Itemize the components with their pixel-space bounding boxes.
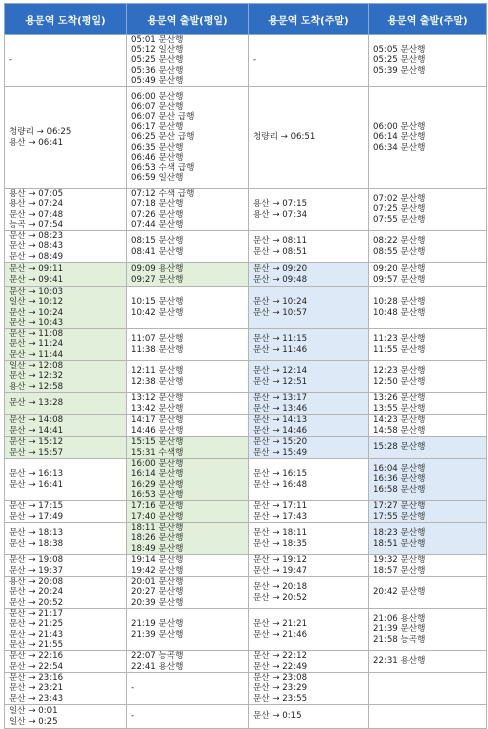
table-row	[5, 705, 487, 729]
cell-line: 문산 → 23:21	[9, 683, 64, 694]
cell-weekday-arrival	[5, 87, 127, 189]
cell-line: 07:55 문산행	[373, 214, 426, 225]
cell-line: 능곡 → 07:54	[9, 219, 64, 230]
cell-line: 14:58 문산행	[373, 425, 426, 436]
cell-line: 문산 → 11:44	[9, 349, 64, 360]
cell-line: 청량리 → 06:51	[253, 132, 316, 143]
cell-line: 06:53 수색 급행	[131, 163, 195, 174]
cell-weekday-arrival	[5, 651, 127, 673]
cell-weekend-departure	[369, 87, 487, 189]
cell-line: 용산 → 07:34	[253, 209, 308, 220]
table-row	[5, 555, 487, 577]
cell-line: 22:07 능곡행	[131, 651, 184, 662]
cell-line: 19:14 문산행	[131, 555, 184, 566]
cell-line: 문산 → 17:15	[9, 501, 64, 512]
cell-line: 20:39 문산행	[131, 597, 184, 608]
cell-line: 일산 → 0:25	[9, 716, 58, 727]
cell-line: 문산 → 20:52	[253, 592, 308, 603]
cell-line: 15:31 수색행	[131, 447, 184, 458]
cell-line: 문산 → 20:52	[9, 597, 64, 608]
cell-line: 10:15 문산행	[131, 297, 184, 308]
cell-line: 05:49 문산행	[131, 75, 184, 86]
cell-weekday-departure	[127, 459, 249, 501]
cell-line: 21:58 능곡행	[373, 634, 426, 645]
cell-line: 문산 → 17:49	[9, 511, 64, 522]
cell-line: -	[131, 711, 135, 722]
cell-line: 19:32 문산행	[373, 555, 426, 566]
cell-weekday-arrival	[5, 673, 127, 705]
cell-line: 16:00 문산행	[131, 459, 184, 470]
cell-line: 용산 → 07:24	[9, 199, 64, 210]
cell-line: 13:42 문산행	[131, 403, 184, 414]
cell-line: 08:41 문산행	[131, 246, 184, 257]
cell-weekday-departure	[127, 651, 249, 673]
cell-line: 문산 → 23:43	[9, 693, 64, 704]
cell-line: 16:58 문산행	[373, 484, 426, 495]
table-row	[5, 329, 487, 361]
cell-line: 문산 → 16:13	[9, 469, 64, 480]
cell-weekend-departure	[369, 231, 487, 263]
cell-line: 05:25 문산행	[131, 55, 184, 66]
cell-line: 06:46 문산행	[131, 152, 184, 163]
cell-weekend-arrival	[249, 459, 369, 501]
cell-line: 13:26 문산행	[373, 393, 426, 404]
cell-line: 문산 → 18:13	[9, 528, 64, 539]
table-row	[5, 189, 487, 231]
cell-line: 14:17 문산행	[131, 415, 184, 426]
cell-weekend-departure	[369, 415, 487, 437]
cell-line: 20:27 문산행	[131, 587, 184, 598]
cell-weekend-arrival	[249, 231, 369, 263]
cell-line: 문산 → 10:43	[9, 317, 64, 328]
table-row	[5, 577, 487, 609]
cell-line: 12:11 문산행	[131, 366, 184, 377]
cell-line: 05:39 문산행	[373, 65, 426, 76]
cell-line: 문산 → 14:08	[9, 415, 64, 426]
cell-weekend-departure	[369, 393, 487, 415]
table-row	[5, 523, 487, 555]
cell-line: 05:25 문산행	[373, 55, 426, 66]
cell-weekend-departure	[369, 523, 487, 555]
cell-line: 06:17 문산행	[131, 122, 184, 133]
cell-weekday-departure	[127, 287, 249, 329]
cell-line: 20:42 문산행	[373, 587, 426, 598]
cell-weekend-departure	[369, 459, 487, 501]
table-row	[5, 263, 487, 287]
cell-line: 22:41 용산행	[131, 661, 184, 672]
cell-line: 문산 → 13:17	[253, 393, 308, 404]
cell-weekend-arrival	[249, 329, 369, 361]
cell-line: 21:39 문산행	[131, 629, 184, 640]
table-row	[5, 501, 487, 523]
cell-line: 07:18 문산행	[131, 199, 184, 210]
cell-line: 05:01 문산행	[131, 35, 184, 45]
cell-weekend-arrival	[249, 609, 369, 651]
cell-weekday-arrival	[5, 361, 127, 393]
cell-line: 문산 → 18:11	[253, 528, 308, 539]
cell-line: 문산 → 22:16	[9, 651, 64, 662]
cell-weekday-arrival	[5, 609, 127, 651]
cell-line: 문산 → 21:55	[9, 639, 64, 650]
cell-line: 07:26 문산행	[131, 209, 184, 220]
cell-line: 문산 → 21:25	[9, 619, 64, 630]
cell-line: 문산 → 21:21	[253, 619, 308, 630]
cell-line: 08:15 문산행	[131, 236, 184, 247]
cell-line: -	[253, 55, 257, 66]
table-row	[5, 87, 487, 189]
cell-line: 문산 → 10:24	[253, 297, 308, 308]
cell-line: 문산 → 11:46	[253, 344, 308, 355]
cell-line: 09:09 용산행	[131, 264, 184, 275]
cell-line: 문산 → 09:41	[9, 274, 64, 285]
table-row	[5, 673, 487, 705]
cell-line: 문산 → 08:51	[253, 246, 308, 257]
cell-line: 문산 → 22:12	[253, 651, 308, 662]
cell-line: 21:06 용산행	[373, 614, 426, 625]
cell-line: 문산 → 21:46	[253, 629, 308, 640]
cell-line: 문산 → 08:49	[9, 251, 64, 262]
cell-line: 문산 → 15:57	[9, 447, 64, 458]
cell-line: 11:07 문산행	[131, 334, 184, 345]
cell-line: 17:40 문산행	[131, 511, 184, 522]
cell-line: 07:25 문산행	[373, 204, 426, 215]
cell-line: 문산 → 19:12	[253, 555, 308, 566]
cell-line: 20:01 문산행	[131, 577, 184, 588]
cell-weekday-arrival	[5, 415, 127, 437]
cell-line: 문산 → 09:20	[253, 264, 308, 275]
cell-line: 문산 → 22:49	[253, 661, 308, 672]
cell-line: 문산 → 19:08	[9, 555, 64, 566]
cell-weekday-departure	[127, 263, 249, 287]
cell-line: 06:00 문산행	[373, 122, 426, 133]
cell-line: 문산 → 20:24	[9, 587, 64, 598]
cell-line: 22:31 용산행	[373, 656, 426, 667]
cell-weekend-arrival	[249, 555, 369, 577]
cell-line: 07:44 문산행	[131, 219, 184, 230]
cell-line: 문산 → 11:15	[253, 334, 308, 345]
table-row	[5, 651, 487, 673]
cell-weekend-arrival	[249, 651, 369, 673]
cell-weekday-arrival	[5, 393, 127, 415]
cell-weekday-departure	[127, 523, 249, 555]
cell-line: 12:38 문산행	[131, 376, 184, 387]
cell-weekend-arrival	[249, 287, 369, 329]
cell-weekday-departure	[127, 501, 249, 523]
cell-line: 17:27 문산행	[373, 501, 426, 512]
cell-line: 18:23 문산행	[373, 528, 426, 539]
cell-weekday-arrival	[5, 35, 127, 87]
table-row	[5, 361, 487, 393]
cell-line: 문산 → 12:51	[253, 376, 308, 387]
cell-line: 문산 → 12:14	[253, 366, 308, 377]
cell-line: 문산 → 10:24	[9, 307, 64, 318]
table-row	[5, 287, 487, 329]
cell-weekend-departure	[369, 189, 487, 231]
cell-line: 17:16 문산행	[131, 501, 184, 512]
cell-weekend-arrival	[249, 263, 369, 287]
table-row	[5, 415, 487, 437]
cell-weekend-arrival	[249, 437, 369, 459]
cell-weekend-arrival	[249, 87, 369, 189]
cell-line: 문산 → 21:43	[9, 629, 64, 640]
cell-line: 문산 → 15:12	[9, 437, 64, 448]
header-weekday-departure: 용문역 출발(평일)	[127, 4, 249, 35]
cell-weekday-arrival	[5, 555, 127, 577]
cell-line: 문산 → 23:16	[9, 673, 64, 684]
cell-line: 용산 → 07:15	[253, 199, 308, 210]
cell-weekday-departure	[127, 35, 249, 87]
cell-line: 09:57 문산행	[373, 274, 426, 285]
cell-weekend-departure	[369, 705, 487, 729]
cell-line: 문산 → 11:08	[9, 329, 64, 340]
cell-weekend-departure	[369, 361, 487, 393]
cell-line: 06:35 문산행	[131, 142, 184, 153]
cell-weekend-arrival	[249, 673, 369, 705]
cell-weekday-departure	[127, 329, 249, 361]
cell-weekend-departure	[369, 673, 487, 705]
cell-line: 문산 → 20:18	[253, 582, 308, 593]
cell-line: 용산 → 20:08	[9, 577, 64, 588]
cell-line: 06:34 문산행	[373, 142, 426, 153]
cell-weekday-departure	[127, 415, 249, 437]
cell-line: 18:11 문산행	[131, 523, 184, 534]
cell-line: 21:39 문산행	[373, 624, 426, 635]
cell-line: 문산 → 13:46	[253, 403, 308, 414]
header-weekend-departure: 용문역 출발(주말)	[369, 4, 487, 35]
cell-line: 문산 → 10:03	[9, 287, 64, 298]
cell-weekday-arrival	[5, 189, 127, 231]
cell-line: 11:38 문산행	[131, 344, 184, 355]
cell-line: 문산 → 15:49	[253, 447, 308, 458]
cell-line: 14:23 문산행	[373, 415, 426, 426]
cell-weekday-arrival	[5, 459, 127, 501]
cell-line: -	[131, 683, 135, 694]
cell-line: 문산 → 15:20	[253, 437, 308, 448]
table-row	[5, 609, 487, 651]
cell-line: 일산 → 12:08	[9, 361, 64, 372]
cell-line: 13:55 문산행	[373, 403, 426, 414]
cell-line: 12:23 문산행	[373, 366, 426, 377]
cell-line: 08:55 문산행	[373, 246, 426, 257]
table-row	[5, 459, 487, 501]
cell-line: 문산 → 07:48	[9, 209, 64, 220]
cell-weekday-departure	[127, 393, 249, 415]
cell-weekday-arrival	[5, 705, 127, 729]
cell-line: 16:53 문산행	[131, 489, 184, 500]
cell-line: 문산 → 11:24	[9, 339, 64, 350]
cell-line: 18:57 문산행	[373, 565, 426, 576]
cell-line: -	[9, 55, 13, 66]
cell-line: 문산 → 23:55	[253, 693, 308, 704]
cell-weekend-departure	[369, 555, 487, 577]
header-row	[5, 4, 487, 35]
cell-weekday-arrival	[5, 501, 127, 523]
cell-weekday-departure	[127, 361, 249, 393]
cell-line: 문산 → 0:15	[253, 711, 302, 722]
cell-weekend-arrival	[249, 393, 369, 415]
cell-line: 18:51 문산행	[373, 538, 426, 549]
cell-weekend-arrival	[249, 361, 369, 393]
cell-line: 06:14 문산행	[373, 132, 426, 143]
cell-line: 13:12 문산행	[131, 393, 184, 404]
cell-line: 문산 → 21:17	[9, 609, 64, 620]
cell-line: 06:00 문산행	[131, 91, 184, 102]
cell-line: 문산 → 14:41	[9, 425, 64, 436]
cell-line: 19:42 문산행	[131, 565, 184, 576]
cell-line: 문산 → 16:48	[253, 479, 308, 490]
cell-line: 문산 → 08:23	[9, 231, 64, 242]
cell-line: 문산 → 16:15	[253, 469, 308, 480]
cell-line: 문산 → 09:11	[9, 264, 64, 275]
cell-weekday-departure	[127, 437, 249, 459]
cell-line: 06:07 문산 급행	[131, 112, 195, 122]
cell-line: 15:15 문산행	[131, 437, 184, 448]
cell-weekday-departure	[127, 577, 249, 609]
cell-weekday-departure	[127, 705, 249, 729]
cell-weekend-arrival	[249, 189, 369, 231]
cell-weekday-arrival	[5, 577, 127, 609]
cell-line: 14:46 문산행	[131, 425, 184, 436]
cell-line: 08:22 문산행	[373, 236, 426, 247]
table-row	[5, 231, 487, 263]
cell-line: 16:36 문산행	[373, 474, 426, 485]
cell-line: 15:28 문산행	[373, 442, 426, 453]
cell-line: 10:28 문산행	[373, 297, 426, 308]
cell-weekday-departure	[127, 189, 249, 231]
cell-weekday-departure	[127, 87, 249, 189]
cell-weekend-departure	[369, 329, 487, 361]
table-row	[5, 437, 487, 459]
cell-weekend-arrival	[249, 523, 369, 555]
cell-weekday-arrival	[5, 287, 127, 329]
cell-line: 07:02 문산행	[373, 194, 426, 205]
cell-line: 16:04 문산행	[373, 464, 426, 475]
cell-line: 청량리 → 06:25	[9, 127, 72, 138]
cell-line: 16:29 문산행	[131, 479, 184, 490]
cell-weekend-arrival	[249, 501, 369, 523]
cell-line: 21:19 문산행	[131, 619, 184, 630]
cell-weekday-arrival	[5, 231, 127, 263]
cell-weekday-departure	[127, 231, 249, 263]
cell-weekday-arrival	[5, 263, 127, 287]
cell-line: 문산 → 22:54	[9, 661, 64, 672]
cell-weekend-departure	[369, 437, 487, 459]
cell-line: 09:20 문산행	[373, 264, 426, 275]
cell-weekend-arrival	[249, 415, 369, 437]
cell-weekend-departure	[369, 501, 487, 523]
header-weekend-arrival: 용문역 도착(주말)	[249, 4, 369, 35]
cell-line: 문산 → 08:11	[253, 236, 308, 247]
timetable	[4, 3, 487, 729]
cell-line: 18:49 문산행	[131, 543, 184, 554]
cell-line: 10:42 문산행	[131, 307, 184, 318]
cell-line: 용산 → 12:58	[9, 381, 64, 392]
cell-line: 문산 → 23:08	[253, 673, 308, 684]
cell-line: 문산 → 17:43	[253, 511, 308, 522]
cell-line: 문산 → 19:37	[9, 565, 64, 576]
cell-weekday-arrival	[5, 523, 127, 555]
cell-line: 문산 → 08:43	[9, 241, 64, 252]
cell-line: 문산 → 14:46	[253, 425, 308, 436]
cell-weekend-departure	[369, 35, 487, 87]
cell-line: 06:25 문산 급행	[131, 132, 195, 143]
cell-weekend-arrival	[249, 705, 369, 729]
cell-line: 문산 → 14:13	[253, 415, 308, 426]
cell-weekend-arrival	[249, 35, 369, 87]
cell-line: 문산 → 19:47	[253, 565, 308, 576]
cell-line: 일산 → 10:12	[9, 297, 64, 308]
cell-line: 문산 → 16:41	[9, 479, 64, 490]
table-row	[5, 35, 487, 87]
cell-weekend-departure	[369, 609, 487, 651]
cell-line: 문산 → 18:35	[253, 538, 308, 549]
cell-line: 11:55 문산행	[373, 344, 426, 355]
cell-weekday-arrival	[5, 437, 127, 459]
cell-line: 문산 → 09:48	[253, 274, 308, 285]
cell-line: 05:12 일산행	[131, 45, 184, 56]
cell-line: 문산 → 13:28	[9, 398, 64, 409]
cell-weekend-departure	[369, 651, 487, 673]
header-weekday-arrival: 용문역 도착(평일)	[5, 4, 127, 35]
cell-line: 용산 → 06:41	[9, 137, 64, 148]
cell-line: 07:12 수색 급행	[131, 189, 195, 200]
cell-weekday-arrival	[5, 329, 127, 361]
cell-line: 용산 → 07:05	[9, 189, 64, 200]
cell-line: 문산 → 17:11	[253, 501, 308, 512]
cell-line: 10:48 문산행	[373, 307, 426, 318]
cell-line: 문산 → 12:32	[9, 371, 64, 382]
cell-line: 09:27 문산행	[131, 274, 184, 285]
cell-line: 일산 → 0:01	[9, 706, 58, 717]
cell-weekend-departure	[369, 287, 487, 329]
cell-line: 문산 → 23:29	[253, 683, 308, 694]
cell-weekday-departure	[127, 555, 249, 577]
cell-weekday-departure	[127, 673, 249, 705]
timetable-body	[5, 35, 487, 729]
cell-line: 06:59 일산행	[131, 173, 184, 184]
cell-weekend-arrival	[249, 577, 369, 609]
cell-line: 문산 → 10:57	[253, 307, 308, 318]
cell-line: 문산 → 18:38	[9, 538, 64, 549]
cell-weekend-departure	[369, 577, 487, 609]
table-row	[5, 393, 487, 415]
cell-line: 12:50 문산행	[373, 376, 426, 387]
cell-line: 16:14 문산행	[131, 469, 184, 480]
cell-line: 17:55 문산행	[373, 511, 426, 522]
cell-weekday-departure	[127, 609, 249, 651]
cell-weekend-departure	[369, 263, 487, 287]
cell-line: 06:07 문산행	[131, 101, 184, 112]
cell-line: 05:05 문산행	[373, 45, 426, 56]
cell-line: 18:26 문산행	[131, 533, 184, 544]
cell-line: 11:23 문산행	[373, 334, 426, 345]
cell-line: 05:36 문산행	[131, 65, 184, 76]
